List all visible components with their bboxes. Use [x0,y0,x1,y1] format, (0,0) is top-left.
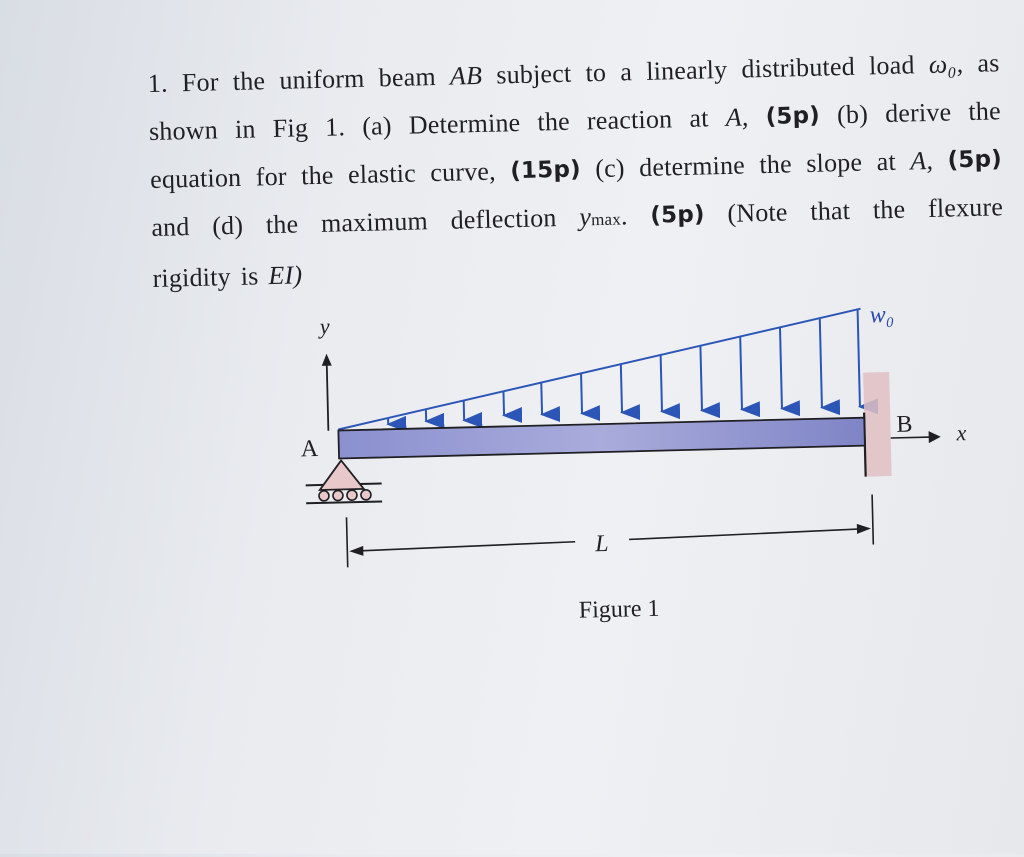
word: (c) [595,144,626,193]
load-arrow [700,346,702,411]
load-arrow [503,391,504,415]
dimension-tick-right [872,494,873,544]
length-label: L [594,531,609,557]
word: to [585,49,607,97]
ymax-y: y [579,202,591,231]
x-axis-label: x [955,420,967,445]
word: is [240,252,259,300]
word: flexure [927,183,1003,236]
word: linearly [646,46,728,96]
word: subject [496,50,572,100]
word: the [759,140,793,189]
word: equation [150,154,242,204]
point-a-label: A [301,436,320,462]
word: at [689,94,709,142]
y-axis [327,364,329,431]
y-axis-arrowhead [321,354,331,366]
load-symbol: ω₀, [928,40,964,89]
points-badge: (5p) [650,190,706,242]
word: shown [148,106,218,156]
word: curve, [430,148,497,198]
word: For [181,58,219,107]
dimension-line-right [629,529,869,540]
load-arrow [581,374,582,414]
word: as [977,39,1000,88]
load-arrow [820,318,822,408]
word: the [968,87,1002,136]
word: uniform [279,55,365,105]
word: rigidity [152,253,231,303]
roller [361,490,371,500]
word: slope [806,139,863,188]
points-badge: (5p) [765,92,820,141]
word: maximum [320,197,428,251]
load-arrow [661,356,662,412]
beam-diagram [275,279,1002,597]
ymax-period: . [621,201,628,230]
word: at [876,138,896,186]
word: derive [885,88,952,138]
roller [319,491,329,501]
rollers [319,490,371,501]
load-arrow [541,383,542,415]
word: the [537,98,571,147]
problem-number: 1. [147,60,168,108]
beam-name: AB [449,52,482,101]
figure-caption: Figure 1 [579,596,660,625]
dimension-line-left [351,542,575,551]
roller [347,490,357,500]
word: distributed [741,43,856,94]
word: and [151,203,190,255]
word: reaction [586,95,672,145]
load-arrows [386,310,860,425]
word: Determine [408,99,521,150]
x-axis [891,437,931,438]
w0-label: w₀ [869,302,894,329]
word: deflection [450,194,557,248]
word: load [868,41,915,90]
word: the [265,200,299,252]
load-arrow [858,310,860,407]
word: in [234,105,256,153]
pin-support [319,460,364,490]
point-b-label: B [896,411,913,437]
point-a-ref: A, [725,93,749,142]
point-a-ref: A, [910,137,934,186]
word: elastic [347,150,416,200]
word: (d) [212,202,244,254]
word: the [301,152,335,201]
load-envelope [336,309,863,430]
ymax-subscript: max [591,210,621,230]
ground-line [360,483,382,484]
word: the [872,186,906,238]
load-arrow [740,337,742,410]
points-badge: (5p) [947,135,1002,184]
roller [333,490,343,500]
beam [338,418,865,459]
points-badge: (15p) [510,146,582,196]
word: (a) [362,102,393,151]
fixed-wall [863,372,892,477]
word: (Note [727,188,788,240]
word: the [232,57,266,106]
flexural-rigidity: EI) [268,251,303,300]
word: for [255,153,287,202]
dimension-tick-left [346,517,347,567]
word: determine [639,141,746,192]
word: 1. [325,103,346,151]
ymax-symbol [579,192,629,244]
load-arrow [780,328,782,409]
word: Fig [272,104,308,153]
load-arrow [621,365,622,413]
x-axis-arrowhead [929,431,941,443]
dimension-arrow-left [349,546,363,556]
word: beam [378,53,436,102]
y-axis-label: y [318,314,331,339]
word: (b) [836,90,868,139]
word: that [810,187,851,239]
ground-line [306,501,382,503]
word: a [620,48,633,96]
dimension-arrow-right [857,524,871,534]
problem-text [147,39,1005,303]
